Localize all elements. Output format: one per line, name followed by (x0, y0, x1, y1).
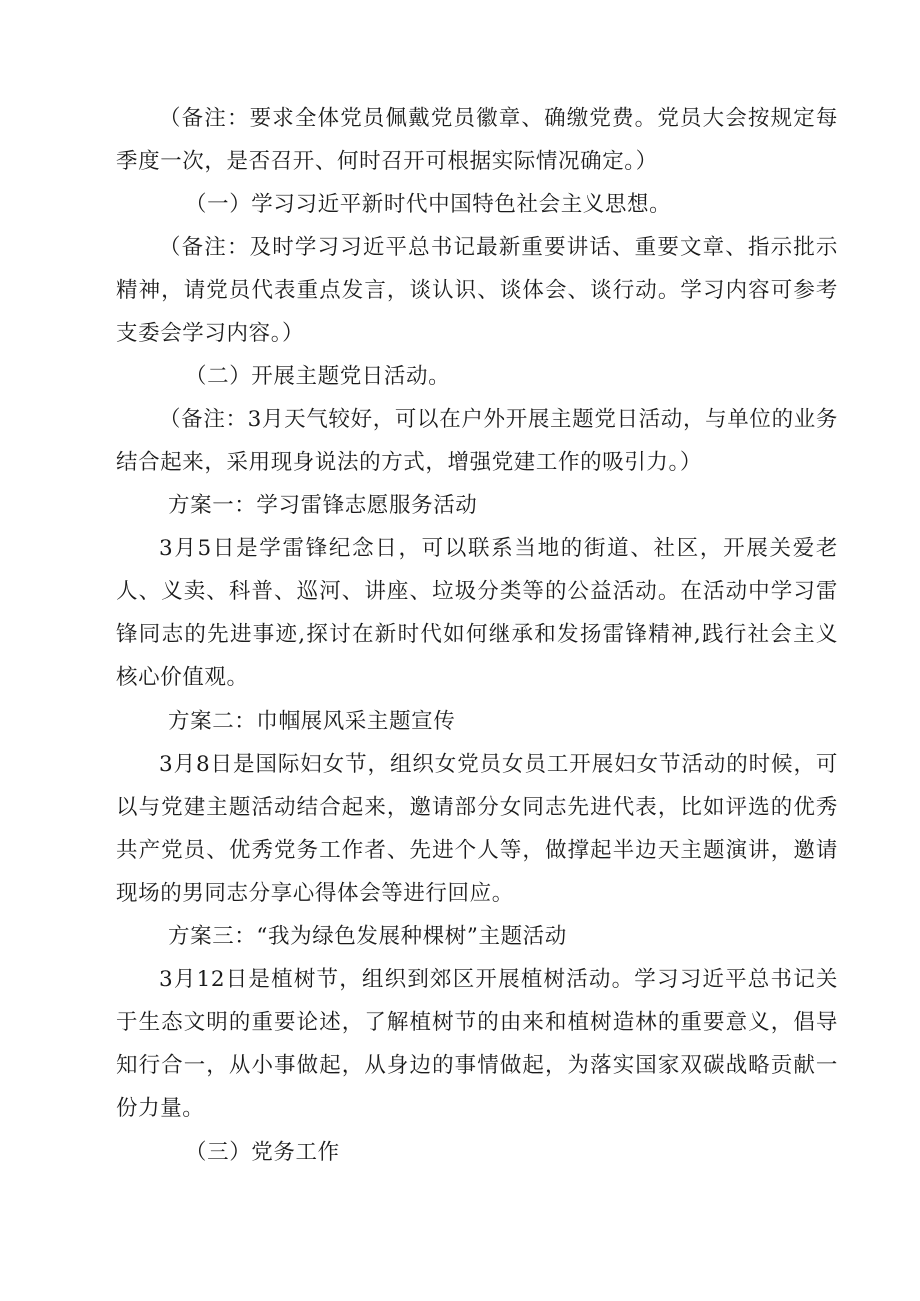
plan-three-body: 3月12日是植树节，组织到郊区开展植树活动。学习习近平总书记关于生态文明的重要论述，了解植树节的由来和植树造林的重要意义，倡导知行合一，从小事做起，从身边的事情做起，为落实国家双碳战略贡献一份力量。 (116, 967, 838, 1121)
plan-one-body: 3月5日是学雷锋纪念日，可以联系当地的街道、社区，开展关爱老人、义卖、科普、巡河、讲座、垃圾分类等的公益活动。在活动中学习雷锋同志的先进事迹,探讨在新时代如何继承和发扬雷锋精神,践行社会主义核心价值观。 (116, 536, 838, 690)
plan-one-heading: 方案一：学习雷锋志愿服务活动 (168, 493, 478, 518)
note-paragraph-study: （备注：及时学习习近平总书记最新重要讲话、重要文章、指示批示精神，请党员代表重点发言，谈认识、谈体会、谈行动。学习内容可参考支委会学习内容。） (116, 235, 838, 346)
section-heading-party-affairs: （三）党务工作 (185, 1140, 340, 1165)
note-paragraph-theme-day: （备注：3月天气较好，可以在户外开展主题党日活动，与单位的业务结合起来，采用现身说法的方式，增强党建工作的吸引力。） (116, 407, 838, 475)
note-paragraph-party-meeting: （备注：要求全体党员佩戴党员徽章、确缴党费。党员大会按规定每季度一次，是否召开、何时召开可根据实际情况确定。） (116, 106, 838, 174)
section-heading-study-thought: （一）学习习近平新时代中国特色社会主义思想。 (185, 192, 672, 217)
plan-three-heading: 方案三：“我为绿色发展种棵树”主题活动 (168, 924, 567, 949)
section-heading-theme-day: （二）开展主题党日活动。 (185, 364, 451, 389)
plan-two-body: 3月8日是国际妇女节，组织女党员女员工开展妇女节活动的时候，可以与党建主题活动结合起来，邀请部分女同志先进代表，比如评选的优秀共产党员、优秀党务工作者、先进个人等，做撑起半边天主题演讲，邀请现场的男同志分享心得体会等进行回应。 (116, 752, 838, 906)
plan-two-heading: 方案二：巾帼展风采主题宣传 (168, 709, 456, 734)
